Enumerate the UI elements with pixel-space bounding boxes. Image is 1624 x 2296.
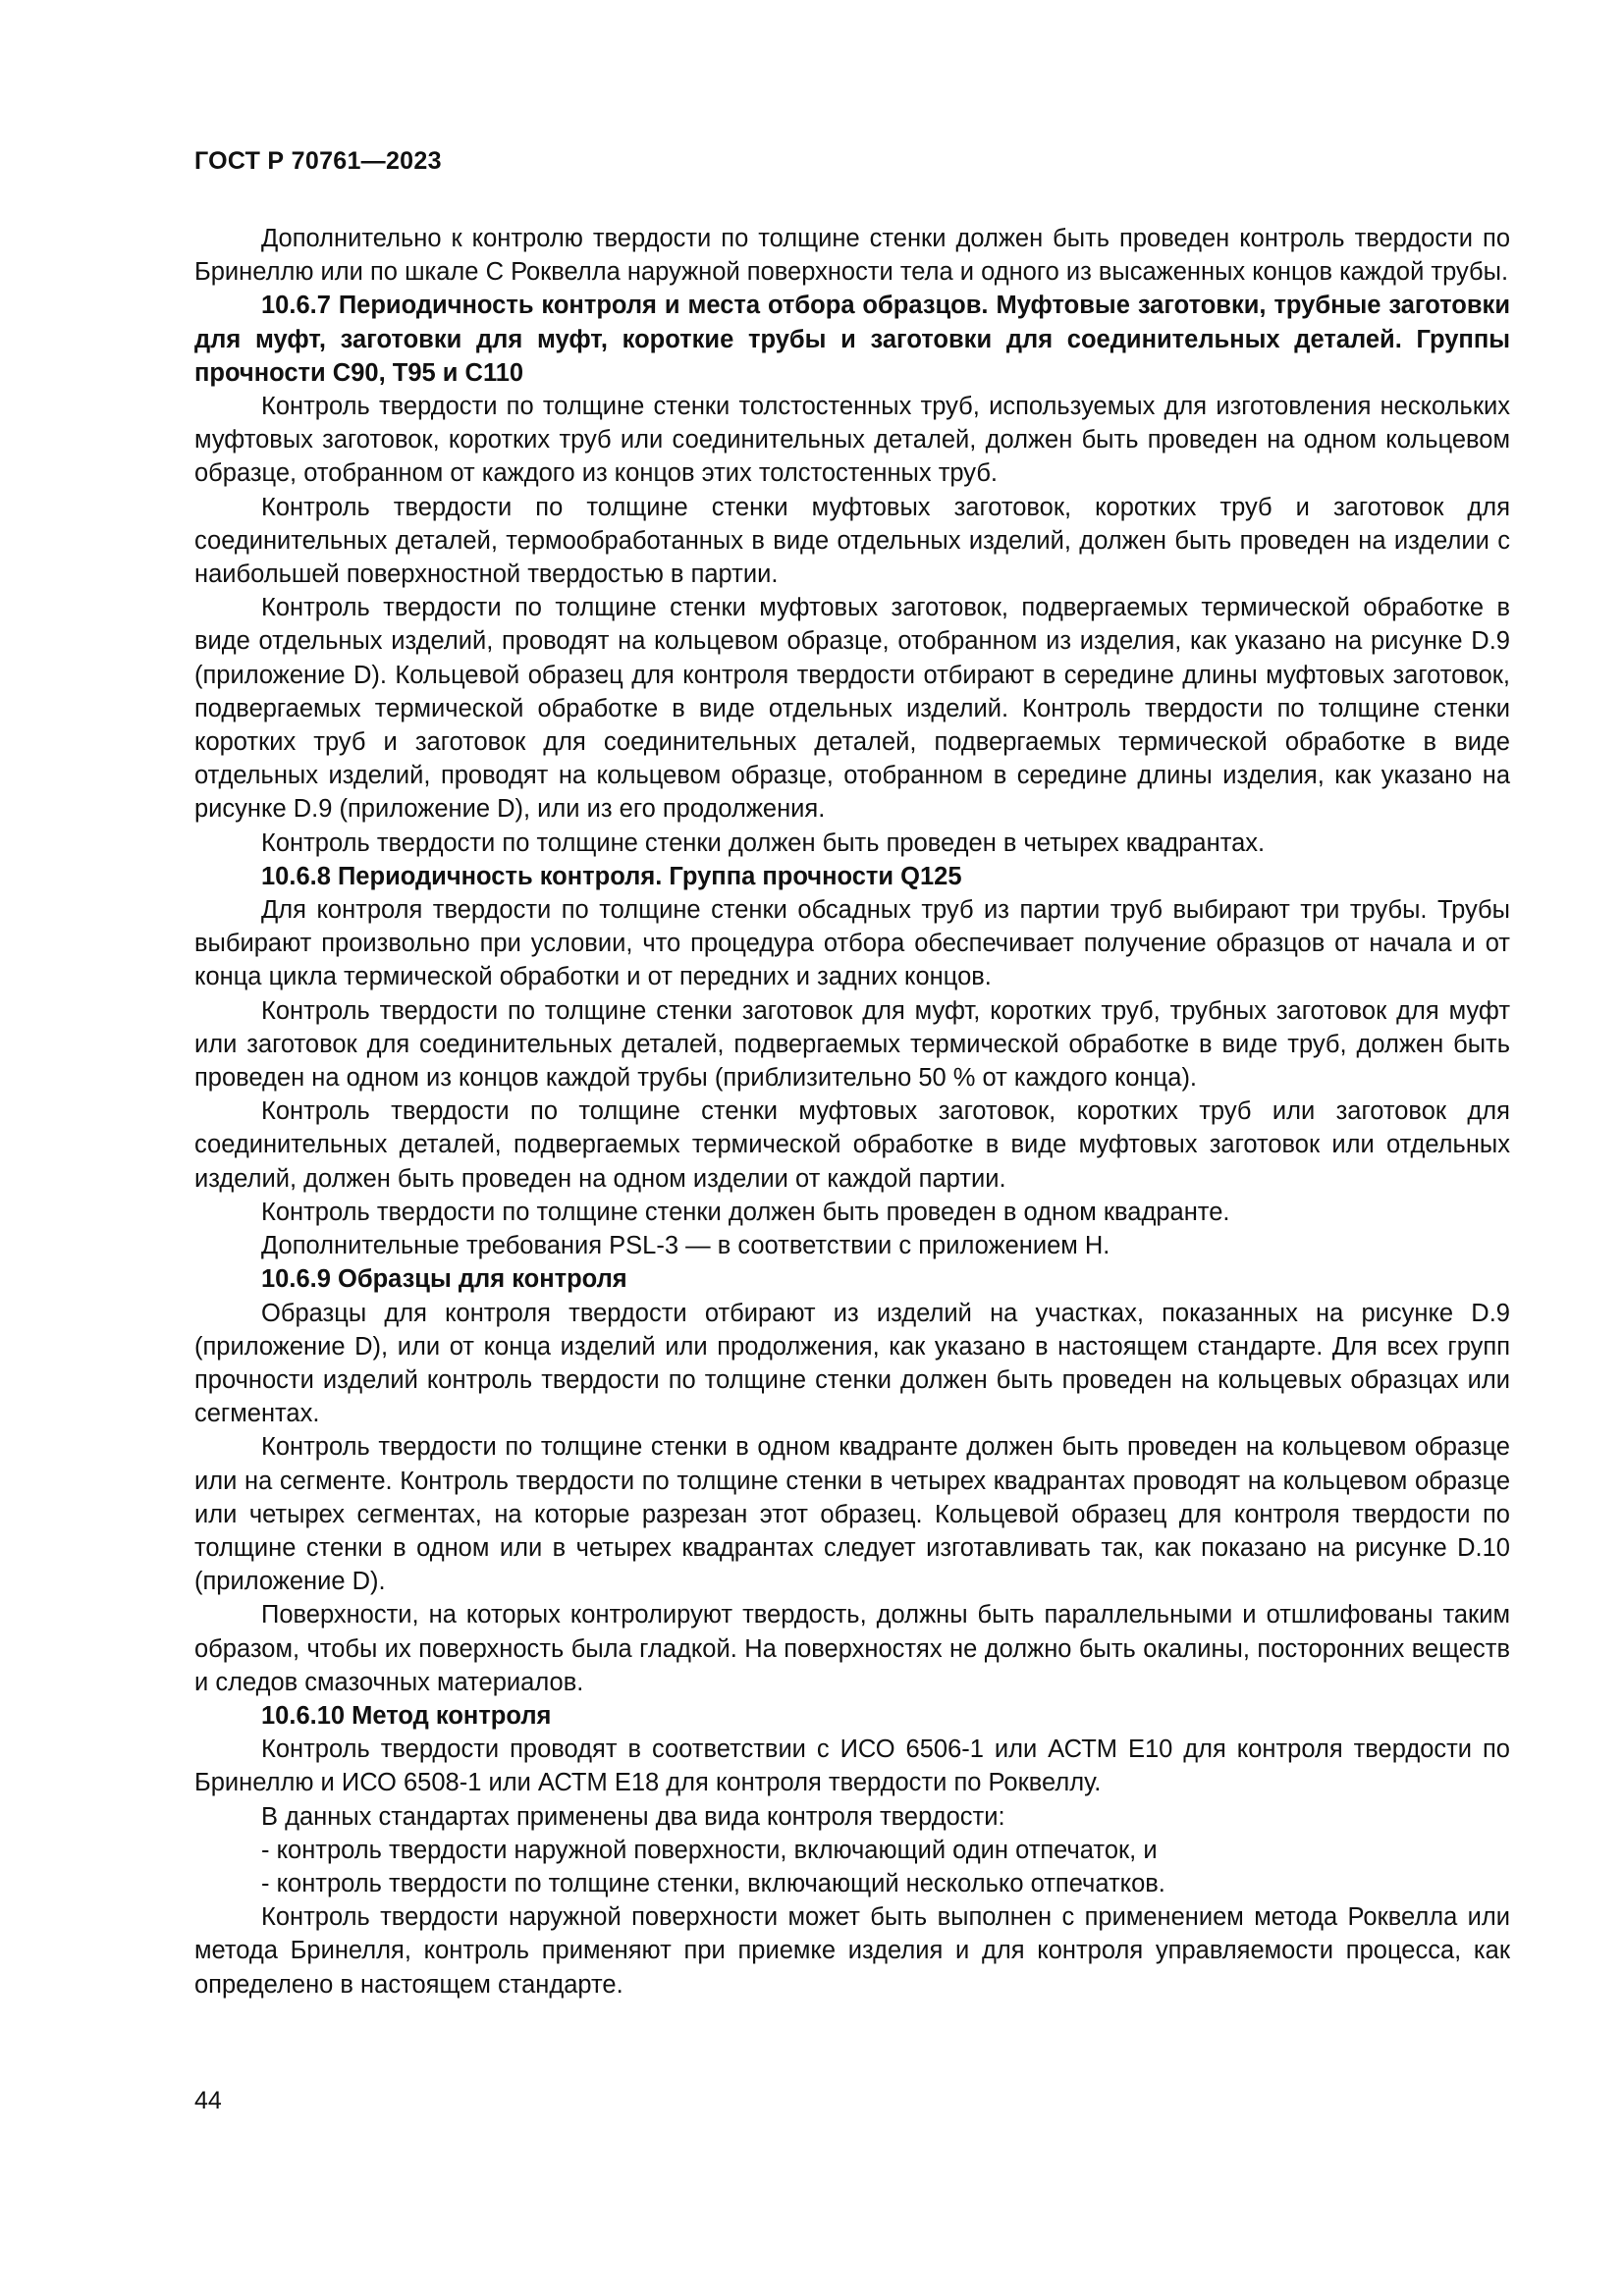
paragraph: Контроль твердости по толщине стенки муфтовых заготовок, коротких труб и заготовок для соединительных деталей, термообработанных в виде отдельных изделий, должен быть проведен на изделии с наибольшей поверхностной твердостью в партии. <box>194 493 1510 589</box>
paragraph: Образцы для контроля твердости отбирают из изделий на участках, показанных на рисунке D.9 (приложение D), или от конца изделий или продолжения, как указано в настоящем стандарте. Для всех групп прочности изделий контроль твердости по толщине стенки должен быть проведен на кольцевых образцах или сегментах. <box>194 1299 1510 1428</box>
paragraph: Контроль твердости по толщине стенки в одном квадранте должен быть проведен на кольцевом образце или на сегменте. Контроль твердости по толщине стенки в четырех квадрантах проводят на кольцевом образце или четырех сегментах, на которые разрезан этот образец. Кольцевой образец для контроля твердости по толщине стенки в одном или в четырех квадрантах следует изготавливать так, как показано на рисунке D.10 (приложение D). <box>194 1433 1510 1596</box>
paragraph: Контроль твердости наружной поверхности может быть выполнен с применением метода Роквелла или метода Бринелля, контроль применяют при приемке изделия и для контроля управляемости процесса, как определено в настоящем стандарте. <box>194 1903 1510 1999</box>
paragraph: Поверхности, на которых контролируют твердость, должны быть параллельными и отшлифованы таким образом, чтобы их поверхность была гладкой. На поверхностях не должно быть окалины, посторонних веществ и следов смазочных материалов. <box>194 1601 1510 1696</box>
section-heading-10-6-10: 10.6.10 Метод контроля <box>261 1701 552 1730</box>
document-body <box>194 222 1510 2002</box>
paragraph: Контроль твердости по толщине стенки должен быть проведен в четырех квадрантах. <box>261 828 1266 857</box>
list-item: - контроль твердости по толщине стенки, включающий несколько отпечатков. <box>261 1869 1165 1897</box>
paragraph: В данных стандартах применены два вида контроля твердости: <box>261 1802 1005 1831</box>
list-item: - контроль твердости наружной поверхности, включающий один отпечаток, и <box>261 1836 1158 1864</box>
paragraph: Контроль твердости по толщине стенки толстостенных труб, используемых для изготовления нескольких муфтовых заготовок, коротких труб или соединительных деталей, должен быть проведен на одном кольцевом образце, отобранном от каждого из концов этих толстостенных труб. <box>194 393 1510 488</box>
page-number: 44 <box>194 2087 222 2114</box>
paragraph: Контроль твердости по толщине стенки заготовок для муфт, коротких труб, трубных заготовок для муфт или заготовок для соединительных деталей, подвергаемых термической обработке в виде труб, должен быть проведен на одном из концов каждой трубы (приблизительно 50 % от каждого конца). <box>194 996 1510 1093</box>
paragraph: Контроль твердости по толщине стенки должен быть проведен в одном квадранте. <box>261 1198 1230 1226</box>
paragraph: Контроль твердости по толщине стенки муфтовых заготовок, подвергаемых термической обработке в виде отдельных изделий, проводят на кольцевом образце, отобранном из изделия, как указано на рисунке D.9 (приложение D). Кольцевой образец для контроля твердости отбирают в середине длины муфтовых заготовок, подвергаемых термической обработке в виде отдельных изделий. Контроль твердости по толщине стенки коротких труб и заготовок для соединительных деталей, подвергаемых термической обработке в виде отдельных изделий, проводят на кольцевом образце, отобранном в середине длины изделия, как указано на рисунке D.9 (приложение D), или из его продолжения. <box>194 594 1510 824</box>
section-heading-10-6-7: 10.6.7 Периодичность контроля и места отбора образцов. Муфтовые заготовки, трубные заготовки для муфт, заготовки для муфт, короткие трубы и заготовки для соединительных деталей. Группы прочности С90, Т95 и С110 <box>194 292 1510 387</box>
paragraph: Дополнительно к контролю твердости по толщине стенки должен быть проведен контроль твердости по Бринеллю или по шкале С Роквелла наружной поверхности тела и одного из высаженных концов каждой трубы. <box>194 225 1510 287</box>
paragraph: Контроль твердости проводят в соответствии с ИСО 6506-1 или АСТМ Е10 для контроля твердости по Бринеллю и ИСО 6508-1 или АСТМ Е18 для контроля твердости по Роквеллу. <box>194 1735 1510 1797</box>
section-heading-10-6-8: 10.6.8 Периодичность контроля. Группа прочности Q125 <box>261 862 962 890</box>
section-heading-10-6-9: 10.6.9 Образцы для контроля <box>261 1265 627 1294</box>
paragraph: Дополнительные требования PSL-3 — в соответствии с приложением Н. <box>261 1232 1110 1260</box>
paragraph: Контроль твердости по толщине стенки муфтовых заготовок, коротких труб или заготовок для соединительных деталей, подвергаемых термической обработке в виде муфтовых заготовок или отдельных изделий, должен быть проведен на одном изделии от каждой партии. <box>194 1097 1510 1193</box>
document-header: ГОСТ Р 70761—2023 <box>194 147 442 175</box>
paragraph: Для контроля твердости по толщине стенки обсадных труб из партии труб выбирают три трубы. Трубы выбирают произвольно при условии, что процедура отбора обеспечивает получение образцов от начала и от конца цикла термической обработки и от передних и задних концов. <box>194 896 1510 991</box>
